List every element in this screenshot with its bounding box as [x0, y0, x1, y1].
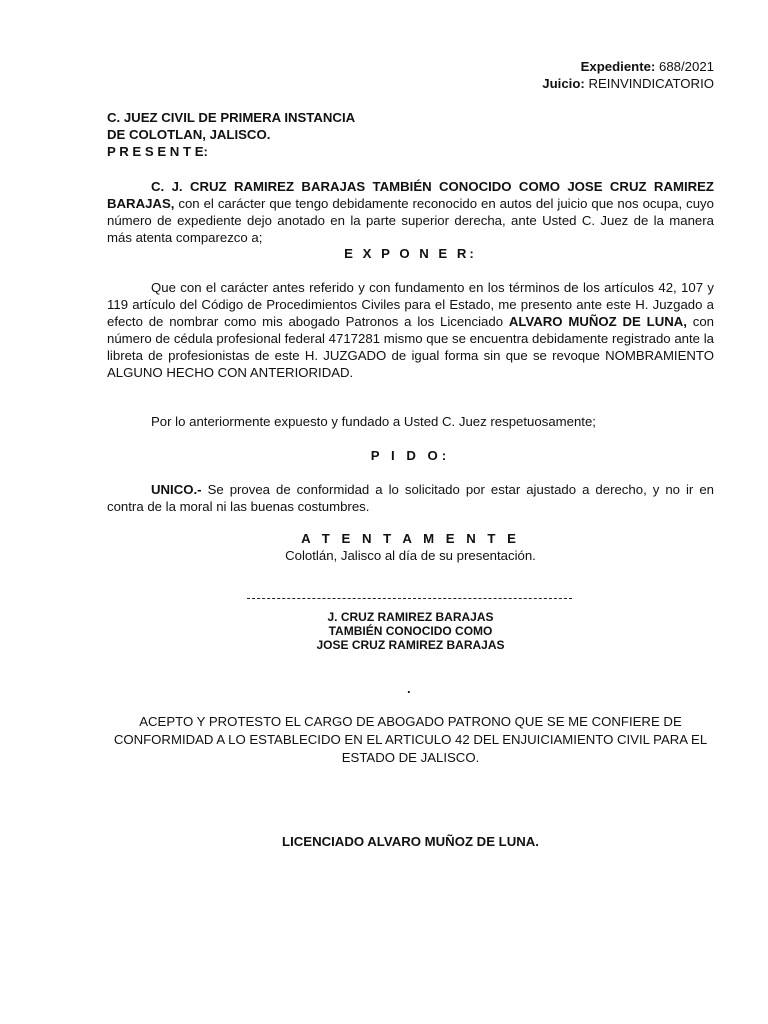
atentamente-heading: A T E N T A M E N T E	[301, 531, 520, 546]
case-meta	[542, 58, 714, 92]
body-paragraph	[107, 279, 714, 381]
unico-label: UNICO.-	[151, 482, 202, 497]
intro-bold-name: C. J. CRUZ RAMIREZ BARAJAS TAMBIÉN CONOCIDO COMO JOSE CRUZ RAMIREZ BARAJAS,	[107, 179, 714, 211]
closing-statement	[107, 413, 714, 430]
document-page	[107, 0, 714, 1024]
signature-line-2: TAMBIÉN CONOCIDO COMO	[328, 624, 493, 638]
expediente-value: 688/2021	[655, 59, 714, 74]
separator-dot: .	[407, 681, 411, 696]
place-date: Colotlán, Jalisco al día de su presentación.	[285, 548, 536, 563]
addressee-block	[107, 109, 355, 160]
intro-text: con el carácter que tengo debidamente reconocido en autos del juicio que nos ocupa, cuyo número de expediente dejo anotado en la parte superior derecha, ante Usted C. Juez de la manera más atenta comparezco a;	[107, 196, 714, 245]
juicio-label: Juicio:	[542, 76, 585, 91]
acceptance-paragraph: ACEPTO Y PROTESTO EL CARGO DE ABOGADO PATRONO QUE SE ME CONFIERE DE CONFORMIDAD A LO ESTABLECIDO EN EL ARTICULO 42 DEL ENJUICIAMIENTO CIVIL PARA EL ESTADO DE JALISCO.	[113, 714, 708, 765]
addressee-line-2: DE COLOTLAN, JALISCO.	[107, 127, 271, 142]
exponer-heading: E X P O N E R:	[344, 246, 477, 261]
juicio-value: REINVINDICATORIO	[584, 76, 714, 91]
body-text-1: Que con el carácter antes referido y con fundamento en los términos de los artículos 42, 107 y 119 artículo del Código de Procedimientos Civiles para el Estado, me presento ante este H. Juzgado a efecto de nombrar como mis abogado Patronos a los Licenciado	[107, 280, 714, 329]
unico-paragraph	[107, 481, 714, 515]
lawyer-signature: LICENCIADO ALVARO MUÑOZ DE LUNA.	[282, 834, 539, 849]
signature-block	[107, 610, 714, 652]
signature-line	[247, 598, 572, 600]
expediente-row	[542, 58, 714, 75]
body-text-2: con número de cédula profesional federal 4717281 mismo que se encuentra debidamente registrado ante la libreta de profesionistas de este H. JUZGADO de igual forma sin que se revoque NOMBRAMIENTO ALGUNO HECHO CON ANTERIORIDAD.	[107, 314, 715, 380]
closing-statement-text: Por lo anteriormente expuesto y fundado a Usted C. Juez respetuosamente;	[151, 414, 596, 429]
pido-heading: P I D O:	[370, 448, 451, 463]
signature-line-3: JOSE CRUZ RAMIREZ BARAJAS	[316, 638, 505, 652]
signature-line-1: J. CRUZ RAMIREZ BARAJAS	[327, 610, 494, 624]
juicio-row	[542, 75, 714, 92]
addressee-line-1: C. JUEZ CIVIL DE PRIMERA INSTANCIA	[107, 110, 356, 125]
intro-paragraph	[107, 178, 714, 246]
unico-text: Se provea de conformidad a lo solicitado por estar ajustado a derecho, y no ir en contra de la moral ni las buenas costumbres.	[107, 482, 714, 514]
body-lawyer-name: ALVARO MUÑOZ DE LUNA,	[508, 314, 687, 329]
addressee-line-3: P R E S E N T E:	[107, 144, 208, 159]
expediente-label: Expediente:	[580, 59, 656, 74]
